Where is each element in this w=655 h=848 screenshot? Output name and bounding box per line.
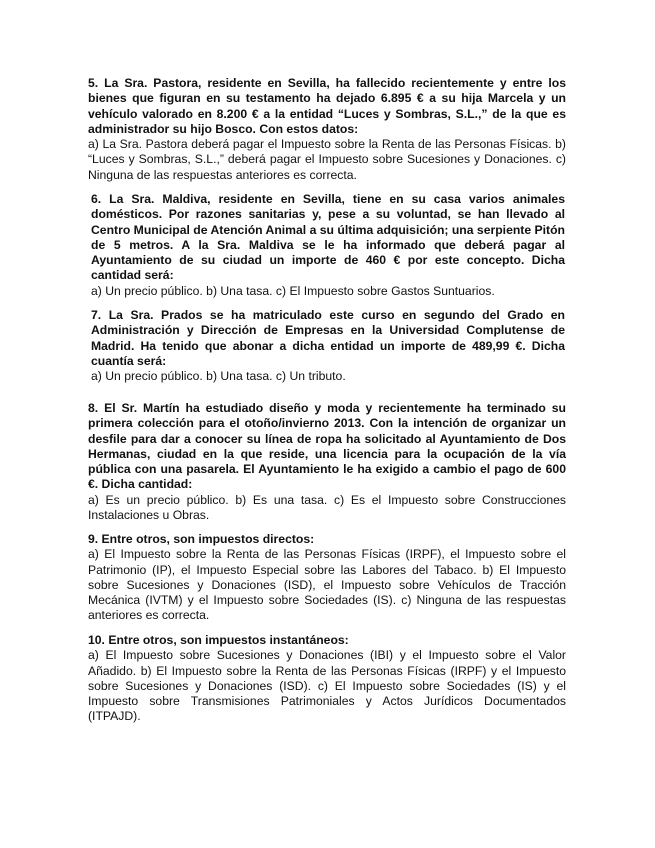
question-6-options: a) Un precio público. b) Una tasa. c) El Impuesto sobre Gastos Suntuarios. xyxy=(91,283,495,298)
question-10-options: a) El Impuesto sobre Sucesiones y Donaciones (IBI) y el Impuesto sobre el Valor Añadido. b) El Impuesto sobre la Renta de las Personas Físicas (IRPF) y el Impuesto sobre Sucesiones y Donaciones (ISD). c) El Impuesto sobre Sociedades (IS) y el Impuesto sobre Transmisiones Patrimoniales y Actos Jurídicos Documentados (ITPAJD). xyxy=(88,648,566,724)
question-6 xyxy=(91,192,565,299)
question-8-options: a) Es un precio público. b) Es una tasa. c) Es el Impuesto sobre Construcciones Instalaciones u Obras. xyxy=(88,492,566,523)
question-5-stem: 5. La Sra. Pastora, residente en Sevilla, ha fallecido recientemente y entre los bienes que figuran en su testamento ha dejado 6.895 € a su hija Marcela y un vehículo valorado en 8.200 € a la entidad “Luces y Sombras, S.L.,” de la que es administrador su hijo Bosco. Con estos datos: xyxy=(88,76,566,136)
question-10 xyxy=(88,633,566,725)
question-10-stem: 10. Entre otros, son impuestos instantáneos: xyxy=(88,633,349,647)
question-5-options: a) La Sra. Pastora deberá pagar el Impuesto sobre la Renta de las Personas Físicas. b) “Luces y Sombras, S.L.,” deberá pagar el Impuesto sobre Sucesiones y Donaciones. c) Ninguna de las respuestas anteriores es correcta. xyxy=(88,137,566,182)
question-9 xyxy=(88,532,566,624)
question-8 xyxy=(88,401,566,523)
question-6-stem: 6. La Sra. Maldiva, residente en Sevilla, tiene en su casa varios animales domésticos. Por razones sanitarias y, pese a su voluntad, se han llevado al Centro Municipal de Atención Animal a su última adquisición; una serpiente Pitón de 5 metros. A la Sra. Maldiva se le ha informado que deberá pagar al Ayuntamiento de su ciudad un importe de 460 € por este concepto. Dicha cantidad será: xyxy=(91,192,565,283)
question-9-options: a) El Impuesto sobre la Renta de las Personas Físicas (IRPF), el Impuesto sobre el Patrimonio (IP), el Impuesto Especial sobre las Labores del Tabaco. b) El Impuesto sobre Sucesiones y Donaciones (ISD), el Impuesto sobre Vehículos de Tracción Mecánica (IVTM) y el Impuesto sobre Sociedades (IS). c) Ninguna de las respuestas anteriores es correcta. xyxy=(88,547,566,623)
question-8-stem: 8. El Sr. Martín ha estudiado diseño y moda y recientemente ha terminado su primera colección para el otoño/invierno 2013. Con la intención de organizar un desfile para dar a conocer su línea de ropa ha solicitado al Ayuntamiento de Dos Hermanas, ciudad en la que reside, una licencia para la ocupación de la vía pública con una pasarela. El Ayuntamiento le ha exigido a cambio el pago de 600 €. Dicha cantidad: xyxy=(88,401,566,492)
question-5 xyxy=(88,76,566,183)
question-7-stem: 7. La Sra. Prados se ha matriculado este curso en segundo del Grado en Administración y Dirección de Empresas en la Universidad Complutense de Madrid. Ha tenido que abonar a dicha entidad un importe de 489,99 €. Dicha cuantía será: xyxy=(91,308,565,368)
question-9-stem: 9. Entre otros, son impuestos directos: xyxy=(88,532,315,546)
question-7-options: a) Un precio público. b) Una tasa. c) Un tributo. xyxy=(91,369,346,384)
question-7 xyxy=(91,308,565,384)
